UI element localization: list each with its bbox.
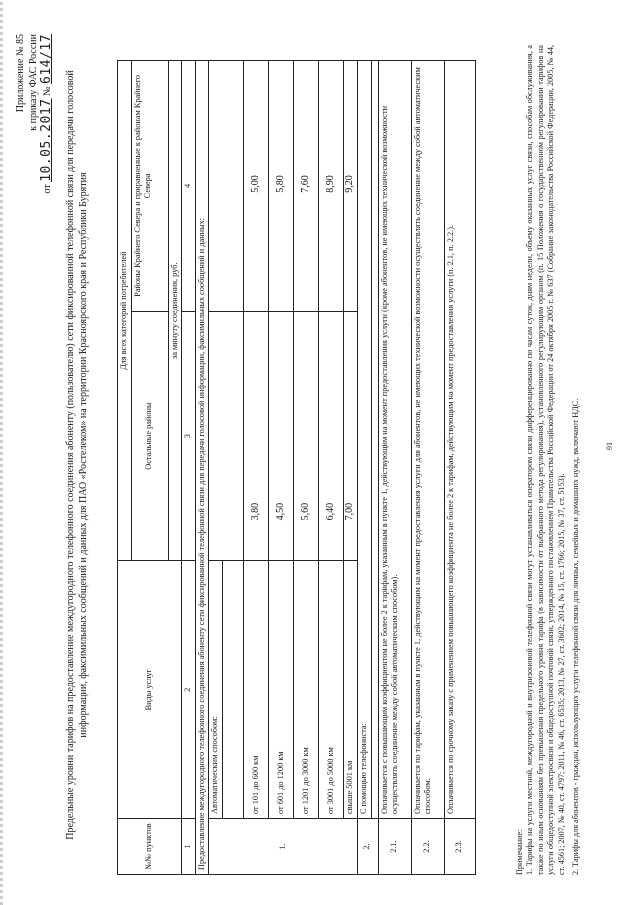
header-no: №№ пунктов bbox=[118, 819, 182, 875]
note-2: 2. Тарифы для абонентов - граждан, использующих услуги телефонной связи для личных, семейных и домашних нужд, включают НДС. bbox=[571, 398, 581, 875]
row22-text: Оплачивается по тарифам, указанным в пункте 1, действующим на момент предоставления услуги для абонентов, не имеющих технической возможности осуществлять соединение между собой автоматическим способом. bbox=[411, 61, 444, 819]
dist-north-value: 5,00 bbox=[243, 61, 268, 312]
document-title: Предельные уровни тарифов на предоставление междугородного телефонного соединения абоненту (пользователю) сети фиксированной телефонной связи для передачи голосовой информации, факсимильных сообщений и данных для ПАО «Ростелеком» на территории Красноярского края и Республики Бурятия bbox=[65, 70, 89, 840]
dist-north-value: 9,20 bbox=[343, 61, 357, 312]
tariff-table bbox=[117, 60, 476, 875]
dist-other-value: 6,40 bbox=[318, 311, 343, 561]
row1-spacer bbox=[222, 561, 243, 819]
row2-spacer bbox=[371, 61, 378, 819]
order-label: к приказу ФАС России bbox=[28, 34, 39, 131]
row2-no: 2. bbox=[357, 819, 378, 875]
dist-label: от 601 до 1200 км bbox=[268, 561, 293, 819]
dist-other-value: 5,60 bbox=[293, 311, 318, 561]
dist-north-value: 7,60 bbox=[293, 61, 318, 312]
page-number: 91 bbox=[605, 442, 614, 450]
dist-label: свыше 5001 км bbox=[343, 561, 357, 819]
row1-empty-north bbox=[209, 61, 244, 312]
row1-empty-other bbox=[209, 311, 244, 561]
dist-north-value: 8,90 bbox=[318, 61, 343, 312]
header-service: Виды услуг bbox=[118, 561, 182, 819]
dist-other-value: 3,80 bbox=[243, 311, 268, 561]
row2-label: С помощью телефониста: bbox=[357, 61, 371, 819]
dist-other-value: 4,50 bbox=[268, 311, 293, 561]
date-prefix: от bbox=[42, 184, 53, 194]
row21-text: Оплачивается с повышающим коэффициентом не более 2 к тарифам, указанным в пункте 1, действующим на момент предоставления услуги (кроме абонентов, не имеющих технической возможности осуществлять соединение между собой автоматическим способом). bbox=[378, 61, 411, 819]
row22-no: 2.2. bbox=[411, 819, 444, 875]
row23-no: 2.3. bbox=[444, 819, 475, 875]
dist-other-value: 7,00 bbox=[343, 311, 357, 561]
dist-label: от 101 до 600 км bbox=[243, 561, 268, 819]
section-header: Предоставление междугородного телефонного соединения абоненту сети фиксированной телефонной связи для передачи голосовой информации, факсимильных сообщений и данных: bbox=[195, 61, 209, 875]
date-line bbox=[40, 34, 54, 194]
header-north-regions: Районы Крайнего Севера и приравненные к районам Крайнего Севера bbox=[131, 61, 168, 312]
header-unit: за минуту соединения, руб. bbox=[168, 61, 182, 561]
dist-north-value: 5,80 bbox=[268, 61, 293, 312]
dist-label: от 3001 до 5000 км bbox=[318, 561, 343, 819]
colnum-1: 1 bbox=[182, 819, 196, 875]
row1-no: 1. bbox=[209, 819, 357, 875]
note-1: 1. Тарифы на услуги местной, междугородной и внутризоновой телефонной связи могут устанавливаться оператором связи дифференцированно по часам суток, дням недели, объему оказанных услуг связи, способам обслуживания, а также по иным основаниям без превышения предельного уровня тарифа (в зависимости от выбранного метода регулирования), установленного регулирующим органом (п. 15 Положения о государственном регулировании тарифов на услуги общедоступной электросвязи и общедоступной почтовой связи, утвержденного постановлением Правительства Российской Федерации от 24 октября 2005 г. № 637 (Собрание законодательства Российской Федерации, 2005, № 44, ст. 4561; 2007, № 40, ст. 4797; 2011, № 46, ст. 6535; 2013, № 27, ст. 3602; 2014, № 15, ст. 1766; 2015, № 37, ст. 5153). bbox=[525, 45, 566, 875]
dist-label: от 1201 до 3000 км bbox=[293, 561, 318, 819]
number-prefix: № bbox=[42, 86, 53, 97]
colnum-4: 4 bbox=[182, 61, 196, 312]
row21-no: 2.1. bbox=[378, 819, 411, 875]
header-all-categories: Для всех категорий потребителей bbox=[118, 61, 132, 561]
colnum-2: 2 bbox=[182, 561, 196, 819]
colnum-3: 3 bbox=[182, 311, 196, 561]
row1-label: Автоматическим способом: bbox=[209, 561, 223, 819]
scan-edge-artifact bbox=[0, 0, 3, 905]
row23-text: Оплачивается по срочному заказу с применением повышающего коэффициента не более 2 к тарифам, действующим на момент предоставления услуги (п. 2.1, п. 2.2.). bbox=[444, 61, 475, 819]
handwritten-number: 614/17 bbox=[39, 34, 54, 84]
appendix-label: Приложение № 85 bbox=[15, 34, 26, 113]
notes-block bbox=[515, 45, 581, 875]
notes-heading: Примечание: bbox=[515, 829, 524, 875]
header-other-regions: Остальные районы bbox=[131, 311, 168, 561]
handwritten-date: 10.05.2017 bbox=[39, 98, 54, 182]
